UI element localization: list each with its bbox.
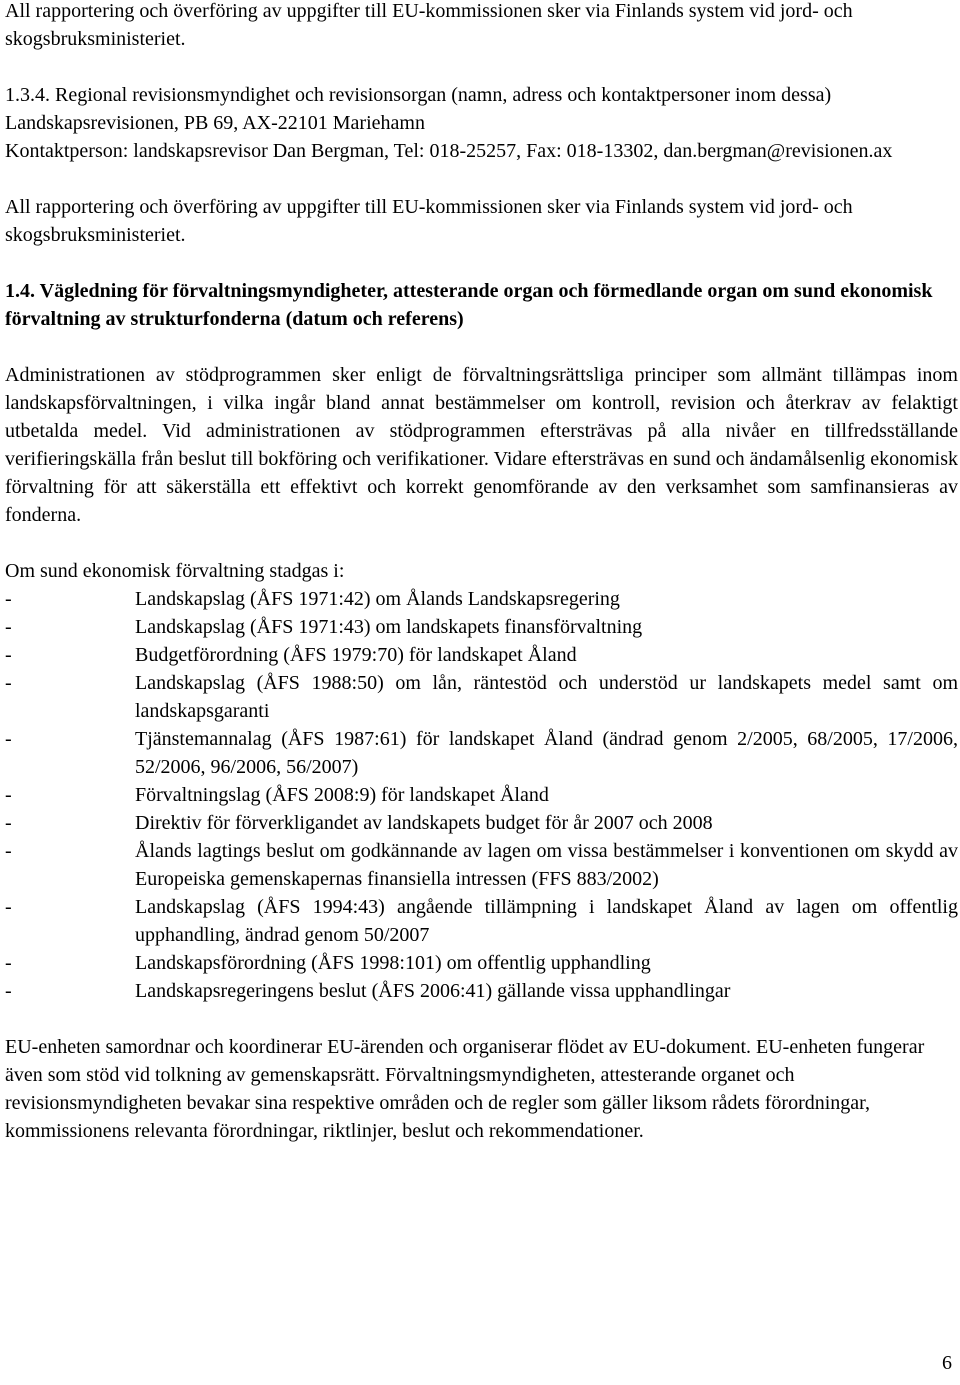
list-item xyxy=(5,893,958,949)
eu-unit-paragraph: EU-enheten samordnar och koordinerar EU-ärenden och organiserar flödet av EU-dokument. EU-enheten fungerar även som stöd vid tolkning av gemenskapsrätt. Förvaltningsmyndigheten, attesterande organet och revisionsmyndigheten bevakar sina respektive områden och de regler som gäller liksom rådets förordningar, kommissionens relevanta förordningar, riktlinjer, beslut och rekommendationer. xyxy=(5,1036,925,1142)
list-item xyxy=(5,781,958,809)
list-item-text: Landskapsregeringens beslut (ÅFS 2006:41) gällande vissa upphandlingar xyxy=(135,980,731,1002)
list-item-text: Landskapslag (ÅFS 1994:43) angående tillämpning i landskapet Åland av lagen om offentlig upphandling, ändrad genom 50/2007 xyxy=(135,896,958,946)
list-item-text: Budgetförordning (ÅFS 1979:70) för landskapet Åland xyxy=(135,644,577,666)
section-1-4-heading: 1.4. Vägledning för förvaltningsmyndigheter, attesterande organ och förmedlande organ om sund ekonomisk förvaltning av strukturfonderna (datum och referens) xyxy=(5,280,933,330)
list-marker: - xyxy=(5,896,12,918)
list-marker: - xyxy=(5,784,12,806)
reporting-note-paragraph-2: All rapportering och överföring av uppgifter till EU-kommissionen sker via Finlands system vid jord- och skogsbruksministeriet. xyxy=(5,196,853,246)
list-marker: - xyxy=(5,812,12,834)
list-marker: - xyxy=(5,588,12,610)
list-item xyxy=(5,585,958,613)
list-marker: - xyxy=(5,644,12,666)
list-marker: - xyxy=(5,728,12,750)
list-marker: - xyxy=(5,672,12,694)
list-marker: - xyxy=(5,980,12,1002)
administration-paragraph: Administrationen av stödprogrammen sker enligt de förvaltningsrättsliga principer som allmänt tillämpas inom landskapsförvaltningen, i vilka ingår bland annat bestämmelser om kontroll, revision och återkrav av felaktigt utbetalda medel. Vid administrationen av stödprogrammen eftersträvas på alla nivåer en tillfredsställande verifieringskälla från beslut till bokföring och verifikationer. Vidare eftersträvas en sund och ändamålsenlig ekonomisk förvaltning för att säkerställa ett effektivt och korrekt genomförande av den verksamhet som samfinansieras av fonderna. xyxy=(5,364,958,526)
list-item xyxy=(5,613,958,641)
address-line: Landskapsrevisionen, PB 69, AX-22101 Mariehamn xyxy=(5,112,425,134)
list-item-text: Landskapslag (ÅFS 1988:50) om lån, räntestöd och understöd ur landskapets medel samt om landskapsgaranti xyxy=(135,672,958,722)
list-marker: - xyxy=(5,952,12,974)
law-list xyxy=(5,585,958,1005)
list-item-text: Landskapslag (ÅFS 1971:43) om landskapets finansförvaltning xyxy=(135,616,643,638)
list-intro: Om sund ekonomisk förvaltning stadgas i: xyxy=(5,560,345,582)
list-item xyxy=(5,641,958,669)
list-item xyxy=(5,809,958,837)
section-1-3-4-heading: 1.3.4. Regional revisionsmyndighet och revisionsorgan (namn, adress och kontaktpersoner inom dessa) xyxy=(5,84,832,106)
list-item xyxy=(5,977,958,1005)
list-item xyxy=(5,949,958,977)
page-number: 6 xyxy=(942,1352,952,1374)
list-marker: - xyxy=(5,616,12,638)
list-item xyxy=(5,669,958,725)
list-item-text: Landskapsförordning (ÅFS 1998:101) om offentlig upphandling xyxy=(135,952,651,974)
contact-line: Kontaktperson: landskapsrevisor Dan Bergman, Tel: 018-25257, Fax: 018-13302, dan.bergman@revisionen.ax xyxy=(5,140,893,162)
list-item-text: Ålands lagtings beslut om godkännande av lagen om vissa bestämmelser i konventionen om skydd av Europeiska gemenskapernas finansiella intressen (FFS 883/2002) xyxy=(135,840,958,890)
list-item-text: Direktiv för förverkligandet av landskapets budget för år 2007 och 2008 xyxy=(135,812,713,834)
list-item-text: Förvaltningslag (ÅFS 2008:9) för landskapet Åland xyxy=(135,784,549,806)
list-item-text: Tjänstemannalag (ÅFS 1987:61) för landskapet Åland (ändrad genom 2/2005, 68/2005, 17/2006, 52/2006, 96/2006, 56/2007) xyxy=(135,728,958,778)
list-item-text: Landskapslag (ÅFS 1971:42) om Ålands Landskapsregering xyxy=(135,588,620,610)
list-marker: - xyxy=(5,840,12,862)
reporting-note-paragraph: All rapportering och överföring av uppgifter till EU-kommissionen sker via Finlands system vid jord- och skogsbruksministeriet. xyxy=(5,0,853,50)
list-item xyxy=(5,725,958,781)
list-item xyxy=(5,837,958,893)
